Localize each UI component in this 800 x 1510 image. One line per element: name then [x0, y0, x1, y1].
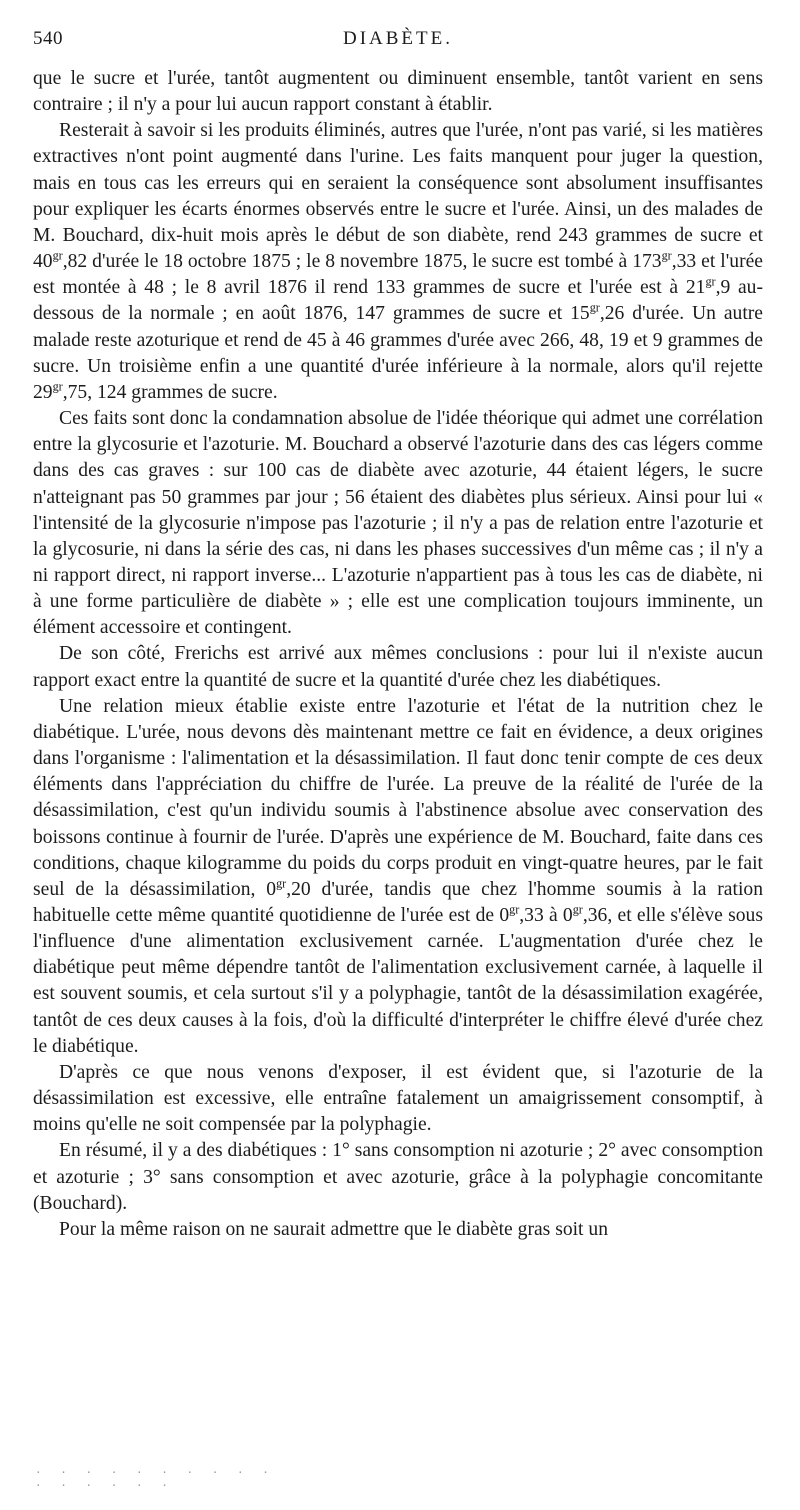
- unit-superscript: gr: [52, 248, 63, 263]
- paragraph: En résumé, il y a des diabétiques : 1° sans consomption ni azoturie ; 2° avec consomption et azoturie ; 3° sans consomption et avec azoturie, grâce à la polyphagie concomitante (Bouchard).: [33, 1140, 763, 1214]
- paragraph: que le sucre et l'urée, tantôt augmentent ou diminuent ensemble, tantôt varient en sens contraire ; il n'y a pour lui aucun rapport constant à établir.: [33, 68, 763, 116]
- paragraph: De son côté, Frerichs est arrivé aux mêmes conclusions : pour lui il n'existe aucun rapport exact entre la quantité de sucre et la quantité d'urée chez les diabétiques.: [33, 643, 763, 691]
- paragraph: Resterait à savoir si les produits éliminés, autres que l'urée, n'ont pas varié, si les matières extractives n'ont point augmenté dans l'urine. Les faits manquent pour juger la question, mais en tous cas les erreurs qui en seraient la conséquence sont absolument insuffisantes pour expliquer les écarts énormes observés entre le sucre et l'urée. Ainsi, un des malades de M. Bouchard, dix-huit mois après le début de son diabète, rend 243 grammes de sucre et $40^{gr},82$ d'urée le 18 octobre 1875 ; le 8 novembre 1875, le sucre est tombé à $173^{gr},33$ et l'urée est montée à 48 ; le 8 avril 1876 il rend 133 grammes de sucre et l'urée est à $21^{gr},9$ au-dessous de la normale ; en août 1876, 147 grammes de sucre et $15^{gr},26$ d'urée. Un autre malade reste azoturique et rend de 45 à 46 grammes d'urée avec 266, 48, 19 et 9 grammes de sucre. Un troisième enfin a une quantité d'urée inférieure à la normale, alors qu'il rejette $29^{gr},75$, 124 grammes de sucre.: [33, 120, 764, 403]
- unit-superscript: gr: [52, 379, 63, 394]
- paragraph: D'après ce que nous venons d'exposer, il est évident que, si l'azoturie de la désassimilation est excessive, elle entraîne fatalement un amaigrissement consomptif, à moins qu'elle ne soit compensée par la polyphagie.: [33, 1061, 763, 1136]
- page-header: [33, 28, 763, 58]
- unit-superscript: gr: [572, 902, 583, 917]
- running-head: DIABÈTE.: [342, 28, 453, 49]
- page-number: 540: [33, 28, 63, 49]
- paragraph: Pour la même raison on ne saurait admettre que le diabète gras soit un: [59, 1218, 608, 1240]
- paragraph: Une relation mieux établie existe entre l'azoturie et l'état de la nutrition chez le diabétique. L'urée, nous devons dès maintenant mettre ce fait en évidence, a deux origines dans l'organisme : l'alimentation et la désassimilation. Il faut donc tenir compte de ces deux éléments dans l'appréciation du chiffre de l'urée. La preuve de la réalité de l'urée de la désassimilation, c'est qu'un individu soumis à l'abstinence absolue avec conservation des boissons continue à fournir de l'urée. D'après une expérience de M. Bouchard, faite dans ces conditions, chaque kilogramme du poids du corps produit en vingt-quatre heures, par le fait seul de la désassimilation, $0^{gr},20$ d'urée, tandis que chez l'homme soumis à la ration habituelle cette même quantité quotidienne de l'urée est de $0^{gr},33$ à $0^{gr},36$, et elle s'élève sous l'influence d'une alimentation exclusivement carnée. L'augmentation d'urée chez le diabétique peut même dépendre tantôt de l'alimentation exclusivement carnée, à laquelle il est souvent soumis, et cela surtout s'il y a polyphagie, tantôt de la désassimilation exagérée, tantôt de ces deux causes à la fois, d'où la difficulté d'interpréter le chiffre élevé d'urée chez le diabétique.: [33, 695, 763, 1057]
- scan-artifact-dots: · · · · · · · · · · · · · · · ·: [35, 1466, 275, 1492]
- unit-superscript: gr: [589, 300, 600, 315]
- body-text: [33, 66, 763, 1243]
- unit-superscript: gr: [705, 274, 716, 289]
- unit-superscript: gr: [276, 876, 287, 891]
- unit-superscript: gr: [661, 248, 672, 263]
- unit-superscript: gr: [509, 902, 520, 917]
- paragraph: Ces faits sont donc la condamnation absolue de l'idée théorique qui admet une corrélation entre la glycosurie et l'azoturie. M. Bouchard a observé l'azoturie dans des cas légers comme dans des cas graves : sur 100 cas de diabète avec azoturie, 44 étaient légers, le sucre n'atteignant pas 50 grammes par jour ; 56 étaient des diabètes plus sérieux. Ainsi pour lui « l'intensité de la glycosurie n'impose pas l'azoturie ; il n'y a pas de relation entre l'azoturie et la glycosurie, ni dans la série des cas, ni dans les phases successives d'un même cas ; il n'y a ni rapport direct, ni rapport inverse... L'azoturie n'appartient pas à tous les cas de diabète, ni à une forme particulière de diabète » ; elle est une complication toujours imminente, un élément accessoire et contingent.: [33, 408, 763, 639]
